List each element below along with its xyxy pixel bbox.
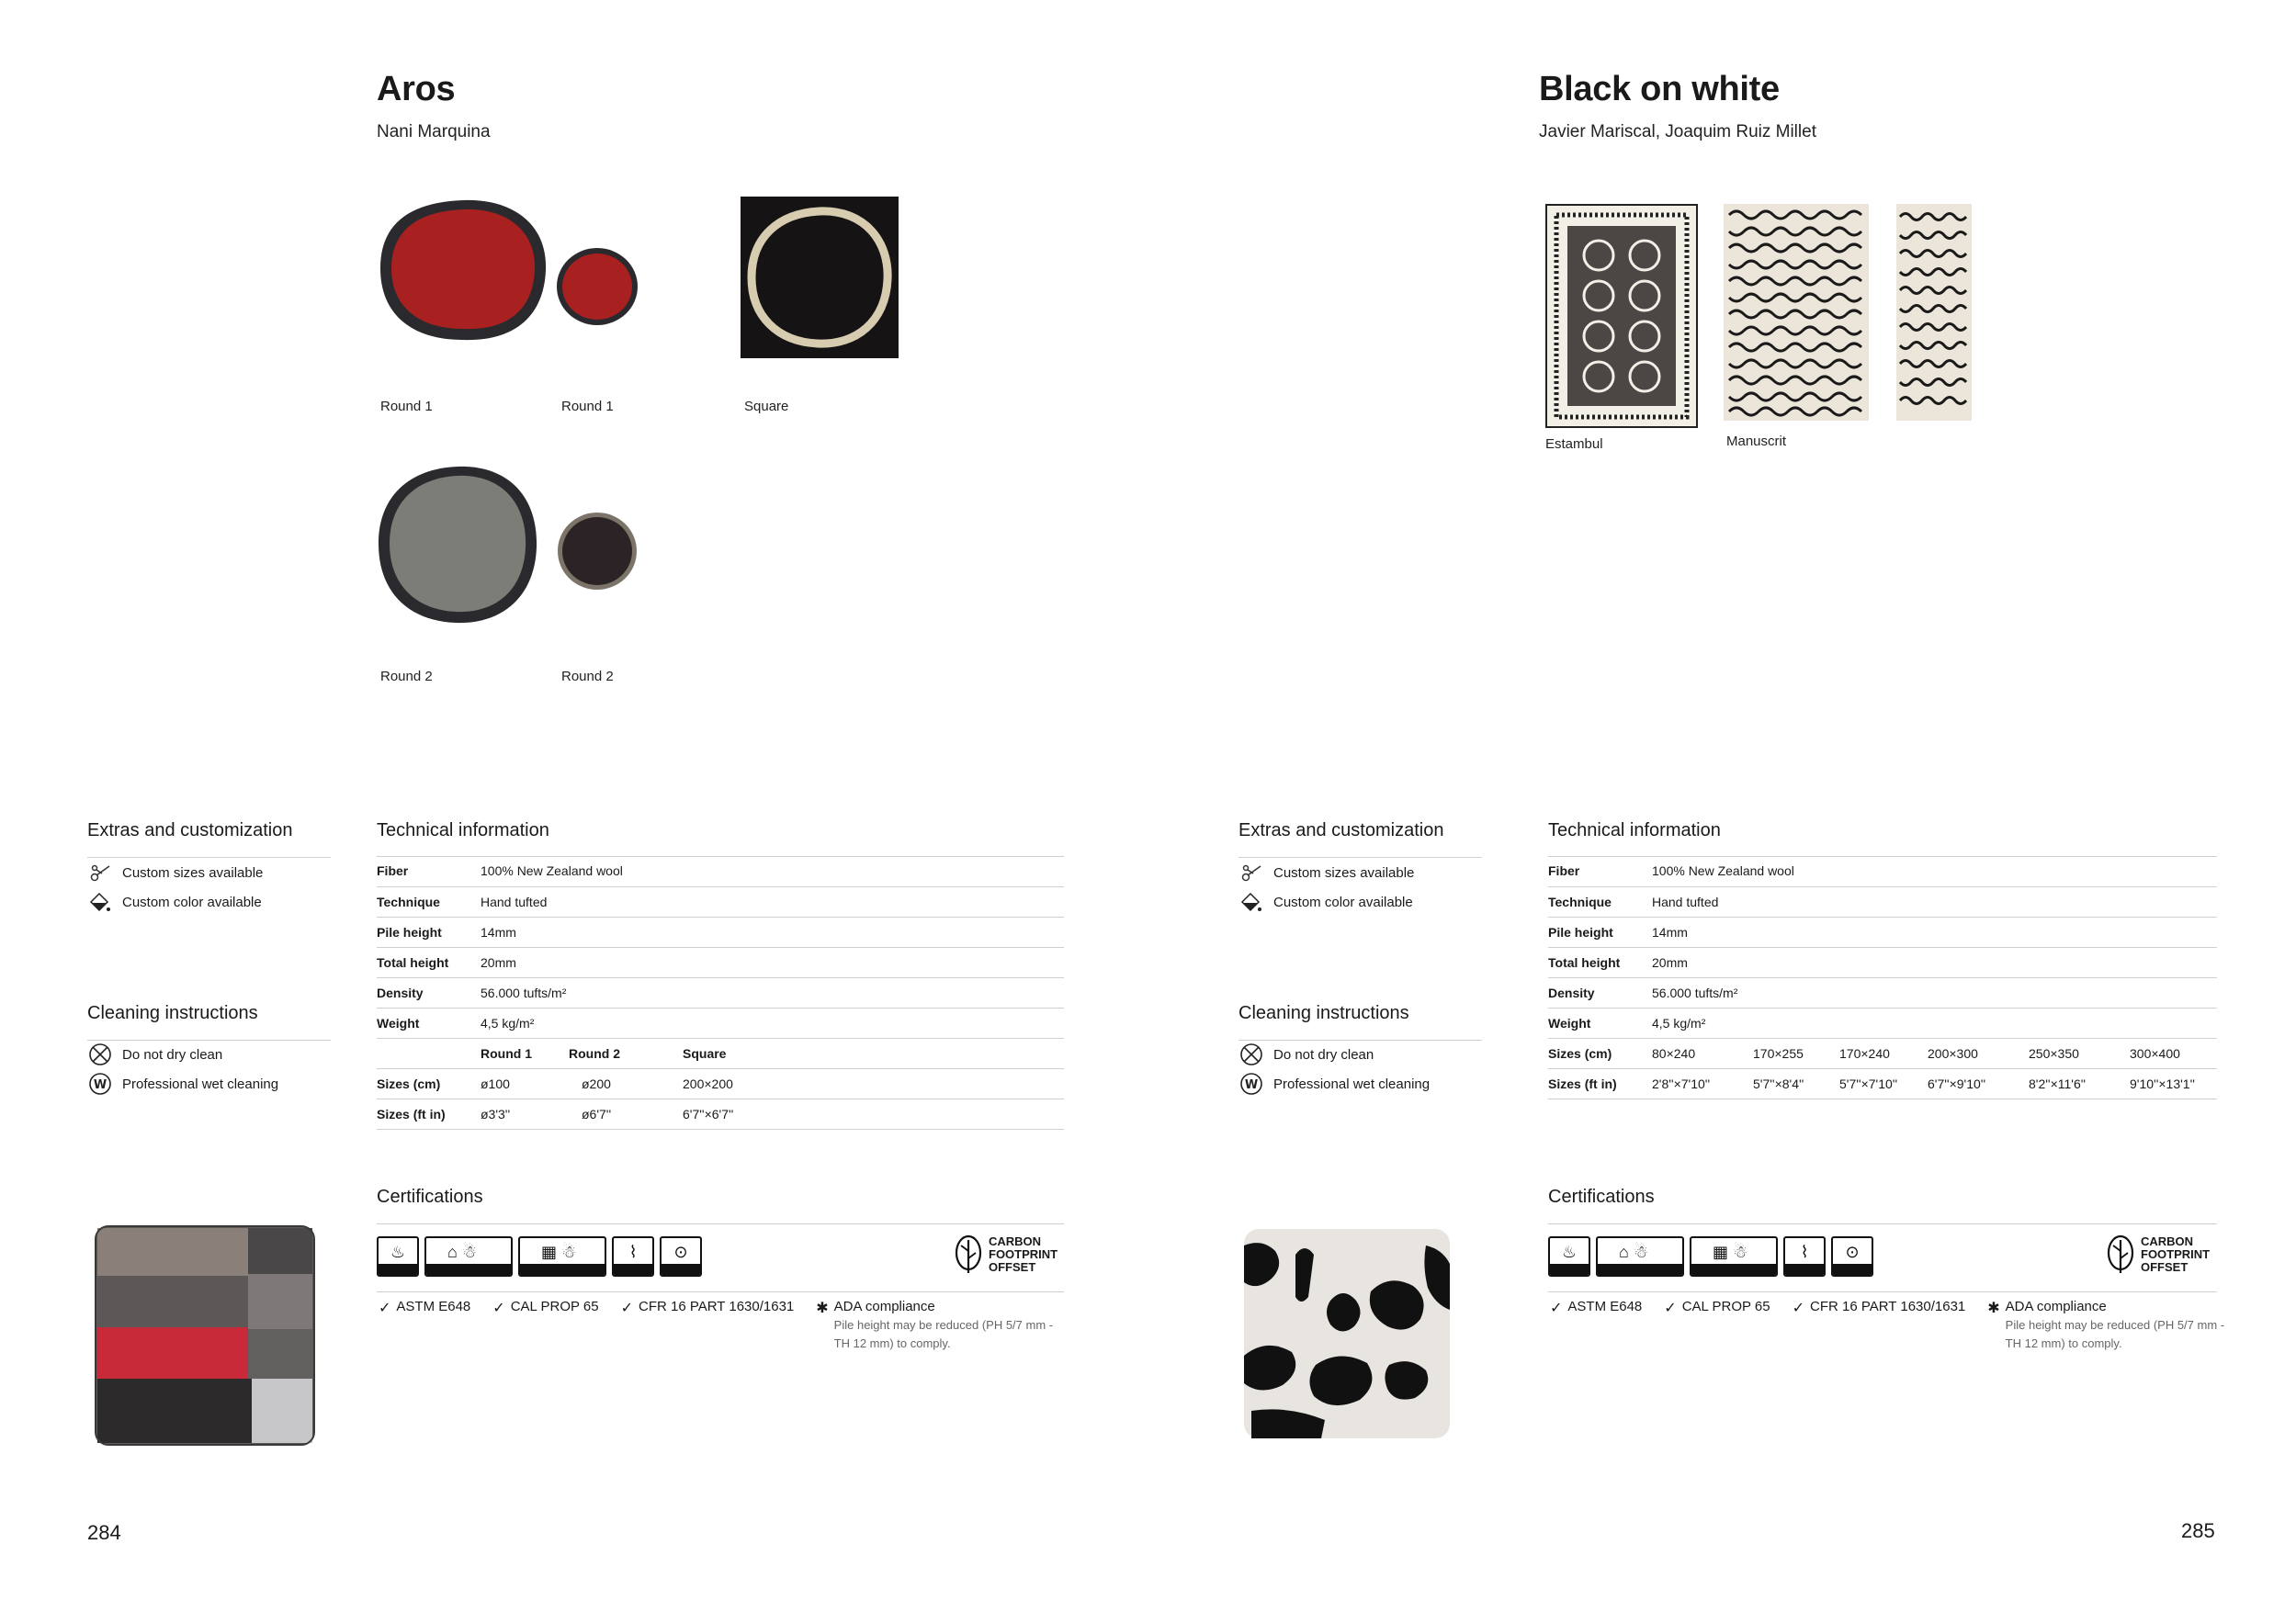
house-people-cert-icon: ⌂ ☃ — [424, 1236, 513, 1277]
scissors-icon — [87, 860, 113, 885]
extras-item-label: Custom sizes available — [1273, 864, 1415, 881]
tech-row: Pile height 14mm — [1548, 917, 2217, 947]
cert-check-item: ✓ CFR 16 PART 1630/1631 — [1792, 1299, 1966, 1316]
no-dry-clean-icon — [87, 1042, 113, 1067]
right-page-title: Black on white — [1539, 70, 1780, 108]
estambul-rug-image — [1545, 204, 1698, 428]
ada-asterisk-icon: ✱ — [1987, 1301, 2000, 1316]
black-on-white-swatch-image — [1242, 1227, 1452, 1440]
aros-round-1-large-image — [375, 197, 551, 344]
house-people-cert-icon: ⌂ ☃ — [1596, 1236, 1684, 1277]
aros-swatch-image — [92, 1224, 318, 1447]
scissors-icon — [1238, 860, 1264, 885]
right-designer: Javier Mariscal, Joaquim Ruiz Millet — [1539, 122, 1816, 141]
extras-item-label: Custom sizes available — [122, 864, 264, 881]
aros-product-label: Round 1 — [380, 399, 433, 414]
cleaning-item — [1238, 1040, 1430, 1069]
cert-check-item: ✱ ADA compliance Pile height may be reduced (PH 5/7 mm - TH 12 mm) to comply. — [1987, 1299, 2225, 1350]
checkmark-icon: ✓ — [620, 1301, 633, 1316]
no-dry-clean-icon — [1238, 1042, 1264, 1067]
aros-round-1-small-image — [555, 246, 639, 327]
flame-cert-icon: ♨ — [1548, 1236, 1590, 1277]
tech-row: Weight 4,5 kg/m² — [1548, 1008, 2217, 1038]
aros-square-image — [739, 195, 900, 360]
aros-round-2-small-image — [557, 511, 638, 592]
tech-row: Pile height 14mm — [377, 917, 1064, 947]
checkmark-icon: ✓ — [1792, 1301, 1804, 1316]
page-number: 284 — [87, 1521, 121, 1544]
aros-product-label: Round 1 — [561, 399, 614, 414]
cleaning-list — [87, 1040, 278, 1099]
wet-clean-icon — [1238, 1071, 1264, 1097]
checkmark-icon: ✓ — [379, 1301, 391, 1316]
building-people-cert-icon: ▦ ☃ — [518, 1236, 606, 1277]
extras-list — [87, 858, 263, 917]
cert-checks — [1550, 1299, 2226, 1353]
left-designer: Nani Marquina — [377, 122, 491, 141]
tech-row: Density 56.000 tufts/m² — [1548, 977, 2217, 1008]
cleaning-item-label: Do not dry clean — [122, 1046, 223, 1063]
sizes-ft-row: Sizes (ft in) 2'8''×7'10'' 5'7''×8'4'' 5'7''×7'10'' 6'7''×9'10'' 8'2''×11'6'' 9'10''×13'1'' — [1548, 1068, 2217, 1099]
tech-row: Weight 4,5 kg/m² — [377, 1008, 1064, 1038]
certifications-title: Certifications — [377, 1187, 483, 1207]
cleaning-item-label: Do not dry clean — [1273, 1046, 1374, 1063]
chair-wheel-cert-icon: ⊙ — [1831, 1236, 1873, 1277]
cert-check-item: ✓ CFR 16 PART 1630/1631 — [620, 1299, 795, 1316]
cleaning-item — [87, 1069, 278, 1099]
tech-row: Technique Hand tufted — [1548, 886, 2217, 917]
svg-text:W: W — [1244, 1078, 1259, 1092]
building-people-cert-icon: ▦ ☃ — [1690, 1236, 1778, 1277]
sizes-cm-row: Sizes (cm) 80×240 170×255 170×240 200×300 250×350 300×400 — [1548, 1038, 2217, 1068]
extras-list — [1238, 858, 1414, 917]
extras-item — [87, 858, 263, 887]
sizes-cm-row: Sizes (cm) ø100 ø200 200×200 — [377, 1068, 1064, 1099]
certifications-title: Certifications — [1548, 1187, 1655, 1207]
tech-table — [377, 856, 1064, 1130]
tech-row: Total height 20mm — [1548, 947, 2217, 977]
svg-text:W: W — [93, 1078, 107, 1092]
extras-item-label: Custom color available — [1273, 894, 1413, 910]
tech-row: Fiber 100% New Zealand wool — [1548, 856, 2217, 886]
ada-asterisk-icon: ✱ — [816, 1301, 829, 1316]
cert-check-item: ✓ ASTM E648 — [379, 1299, 471, 1316]
bow-product-label: Estambul — [1545, 436, 1603, 452]
aros-product-label: Round 2 — [380, 669, 433, 684]
cert-badges — [1548, 1236, 1873, 1277]
manuscrit-rug-narrow-image — [1896, 204, 1972, 421]
tech-table — [1548, 856, 2217, 1099]
carbon-offset-badge: CARBON FOOTPRINT OFFSET — [954, 1234, 1058, 1275]
extras-item-label: Custom color available — [122, 894, 262, 910]
tech-title: Technical information — [1548, 820, 1721, 840]
tech-title: Technical information — [377, 820, 549, 840]
cleaning-item — [1238, 1069, 1430, 1099]
flame-cert-icon: ♨ — [377, 1236, 419, 1277]
carbon-offset-badge: CARBON FOOTPRINT OFFSET — [2106, 1234, 2210, 1275]
cert-check-item: ✱ ADA compliance Pile height may be reduced (PH 5/7 mm - TH 12 mm) to comply. — [816, 1299, 1054, 1350]
cleaning-item — [87, 1040, 278, 1069]
bow-product-label: Manuscrit — [1726, 434, 1787, 449]
cleaning-item-label: Professional wet cleaning — [1273, 1076, 1431, 1092]
checkmark-icon: ✓ — [1550, 1301, 1563, 1316]
checkmark-icon: ✓ — [1664, 1301, 1677, 1316]
aros-round-2-large-image — [373, 463, 542, 628]
cert-check-item: ✓ ASTM E648 — [1550, 1299, 1643, 1316]
cleaning-title: Cleaning instructions — [87, 1003, 258, 1023]
paint-bucket-icon — [1238, 889, 1264, 915]
chair-wheel-cert-icon: ⊙ — [660, 1236, 702, 1277]
vacuum-cert-icon: ⌇ — [612, 1236, 654, 1277]
extras-item — [87, 887, 263, 917]
extras-item — [1238, 887, 1414, 917]
leaf-icon — [954, 1234, 983, 1275]
tech-row: Density 56.000 tufts/m² — [377, 977, 1064, 1008]
cert-checks — [379, 1299, 1064, 1353]
wet-clean-icon — [87, 1071, 113, 1097]
extras-title: Extras and customization — [1238, 820, 1444, 840]
tech-row: Total height 20mm — [377, 947, 1064, 977]
paint-bucket-icon — [87, 889, 113, 915]
aros-product-label: Square — [744, 399, 789, 414]
cert-badges — [377, 1236, 702, 1277]
leaf-icon — [2106, 1234, 2135, 1275]
cleaning-list — [1238, 1040, 1430, 1099]
extras-item — [1238, 858, 1414, 887]
page-number: 285 — [2181, 1519, 2215, 1542]
cleaning-item-label: Professional wet cleaning — [122, 1076, 279, 1092]
aros-product-label: Round 2 — [561, 669, 614, 684]
cert-check-item: ✓ CAL PROP 65 — [1664, 1299, 1770, 1316]
left-page-title: Aros — [377, 70, 456, 108]
tech-row: Fiber 100% New Zealand wool — [377, 856, 1064, 886]
checkmark-icon: ✓ — [492, 1301, 505, 1316]
tech-row: Technique Hand tufted — [377, 886, 1064, 917]
sizes-header-row: Round 1 Round 2 Square — [377, 1038, 1064, 1068]
extras-title: Extras and customization — [87, 820, 293, 840]
sizes-ft-row: Sizes (ft in) ø3'3'' ø6'7'' 6'7''×6'7'' — [377, 1099, 1064, 1129]
cert-check-item: ✓ CAL PROP 65 — [492, 1299, 599, 1316]
manuscrit-rug-large-image — [1724, 204, 1869, 421]
vacuum-cert-icon: ⌇ — [1783, 1236, 1826, 1277]
cleaning-title: Cleaning instructions — [1238, 1003, 1409, 1023]
